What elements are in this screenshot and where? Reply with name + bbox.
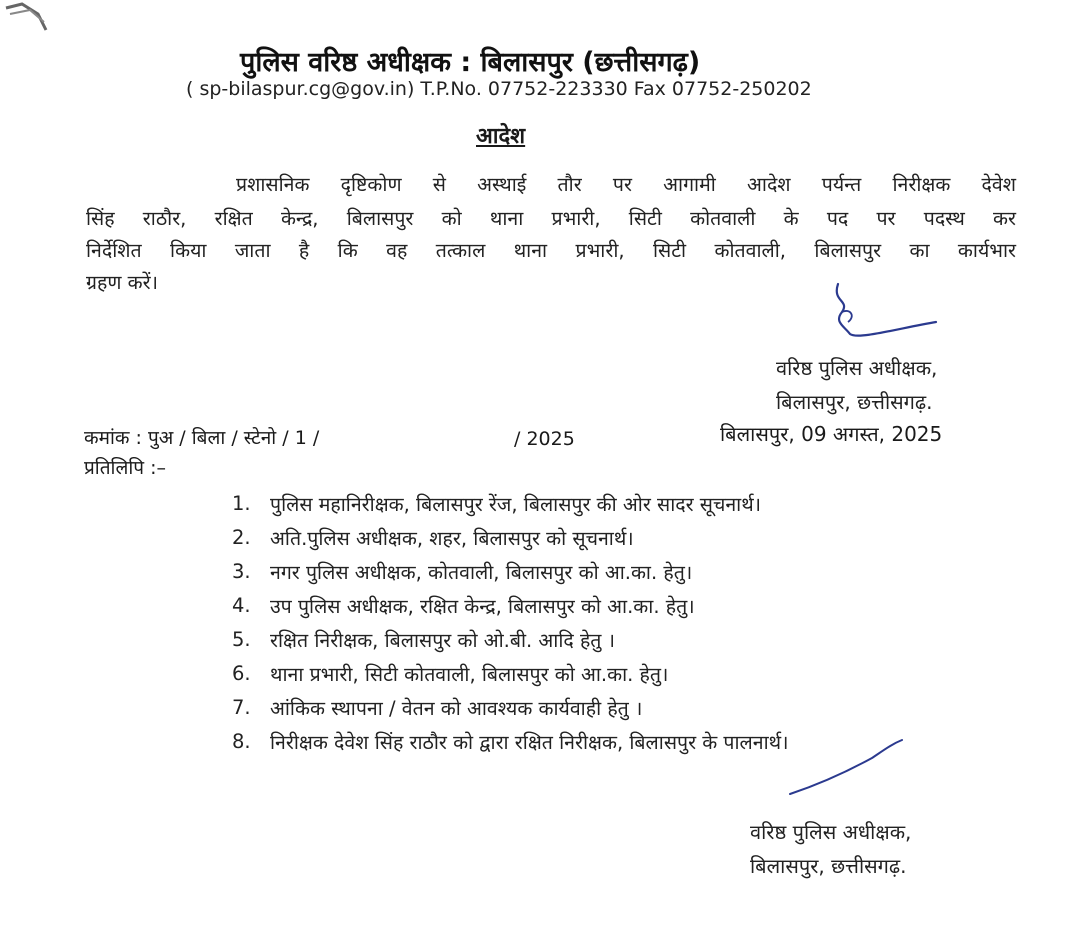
- list-item: [232, 724, 789, 758]
- list-item-number: 3.: [232, 559, 251, 583]
- list-item-text: निरीक्षक देवेश सिंह राठौर को द्वारा रक्षित निरीक्षक, बिलासपुर के पालनार्थ।: [270, 730, 789, 754]
- list-item-text: पुलिस महानिरीक्षक, बिलासपुर रेंज, बिलासपुर की ओर सादर सूचनार्थ।: [270, 492, 762, 516]
- office-heading: पुलिस वरिष्ठ अधीक्षक : बिलासपुर (छत्तीसगढ़): [240, 47, 701, 78]
- copy-to-label: प्रतिलिपि :–: [84, 457, 167, 479]
- list-item-text: अति.पुलिस अधीक्षक, शहर, बिलासपुर को सूचनार्थ।: [270, 526, 634, 550]
- list-item: [232, 622, 789, 656]
- list-item-number: 6.: [232, 661, 251, 685]
- list-item-number: 4.: [232, 593, 251, 617]
- signer-designation-2: वरिष्ठ पुलिस अधीक्षक,: [750, 820, 912, 844]
- list-item-text: थाना प्रभारी, सिटी कोतवाली, बिलासपुर को आ.का. हेतु।: [270, 662, 669, 686]
- order-title: आदेश: [476, 124, 526, 149]
- reference-number: कमांक : पुअ / बिला / स्टेनो / 1 /: [84, 427, 320, 449]
- list-item: [232, 690, 789, 724]
- list-item: [232, 486, 789, 520]
- list-item-number: 1.: [232, 491, 251, 515]
- list-item-text: रक्षित निरीक्षक, बिलासपुर को ओ.बी. आदि हेतु ।: [270, 628, 616, 652]
- copy-to-list: [232, 486, 789, 758]
- list-item: [232, 656, 789, 690]
- list-item-number: 7.: [232, 695, 251, 719]
- emblem-icon: [0, 0, 52, 40]
- reference-year: / 2025: [514, 428, 575, 450]
- list-item-text: नगर पुलिस अधीक्षक, कोतवाली, बिलासपुर को आ.का. हेतु।: [270, 560, 693, 584]
- signer-place-2: बिलासपुर, छत्तीसगढ़.: [750, 854, 907, 878]
- signer-designation-1: वरिष्ठ पुलिस अधीक्षक,: [776, 356, 938, 380]
- list-item: [232, 554, 789, 588]
- signature-1: [820, 282, 950, 352]
- contact-line: ( sp-bilaspur.cg@gov.in) T.P.No. 07752-223330 Fax 07752-250202: [186, 78, 812, 100]
- list-item: [232, 520, 789, 554]
- order-text-line-3: निर्देशित किया जाता है कि वह तत्काल थाना प्रभारी, सिटी कोतवाली, बिलासपुर का कार्यभार: [86, 239, 1016, 262]
- list-item: [232, 588, 789, 622]
- signer-place-1: बिलासपुर, छत्तीसगढ़.: [776, 390, 933, 414]
- list-item-number: 2.: [232, 525, 251, 549]
- order-text-line-4: ग्रहण करें।: [86, 271, 158, 294]
- list-item-text: उप पुलिस अधीक्षक, रक्षित केन्द्र, बिलासपुर को आ.का. हेतु।: [270, 594, 695, 618]
- order-text-line-2: सिंह राठौर, रक्षित केन्द्र, बिलासपुर को थाना प्रभारी, सिटी कोतवाली के पद पर पदस्थ कर: [86, 207, 1016, 230]
- signature-2: [780, 736, 910, 806]
- list-item-number: 5.: [232, 627, 251, 651]
- order-text-line-1: प्रशासनिक दृष्टिकोण से अस्थाई तौर पर आगामी आदेश पर्यन्त निरीक्षक देवेश: [236, 173, 1016, 196]
- place-date: बिलासपुर, 09 अगस्त, 2025: [720, 422, 943, 446]
- list-item-number: 8.: [232, 729, 251, 753]
- list-item-text: आंकिक स्थापना / वेतन को आवश्यक कार्यवाही हेतु ।: [270, 696, 643, 720]
